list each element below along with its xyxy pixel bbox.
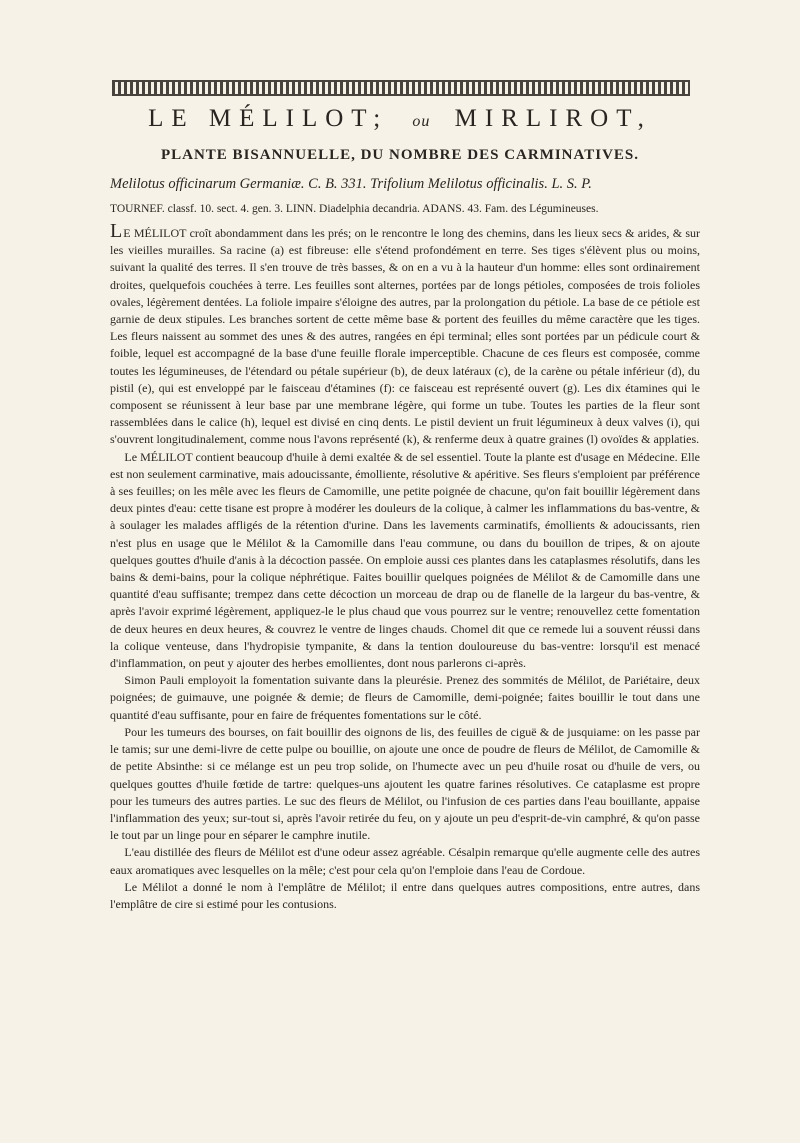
paragraph-1-text: E MÉLILOT croît abondamment dans les prés; on le rencontre le long des chemins, dans les lieux secs & arides, & sur les vieilles murailles. Sa racine (a) est fibreuse: elle s'étend profondément en terre. Ses tiges s'élèvent plus ou moins, suivant la qualité des terres. Il s'en trouve de très basses, & on en a vu à la hauteur d'un homme: elles sont ordinairement droites, quelquefois couchées à terre. Les feuilles sont alternes, portées par de longs pétioles, composées de trois folioles ovales, légèrement dentées. La foliole impaire s'éloigne des autres, par la prolongation du pétiole. La base de ce pétiole est garnie de deux stipules. Les branches sortent de cette même base & portent des feuilles du même caractère que les tiges. Les fleurs naissent au sommet des unes & des autres, rangées en épi terminal; elles sont portées par un pédicule court & foible, lequel est accompagné de la base d'une feuille florale imperceptible. Chacune de ces fleurs est composée, comme toutes les légumineuses, de l'étendard ou pétale supérieur (b), de deux latéraux (c), de la carène ou pétale inférieur (d), du pistil (e), qui est enveloppé par le faisceau d'étamines (f): ce faisceau est représenté ouvert (g). Les dix étamines qui le composent se réunissent à leur base par une membrane légère, qui forme un tube. Toutes les parties de la fleur sont rassemblées dans le calice (h), lequel est divisé en cinq dents. Le pistil devient un fruit légumineux à deux valves (i), qui s'ouvrent longitudinalement, comme nous l'avons représenté (k), & renferme deux à quatre graines (l) ovoïdes & applaties. — [110, 226, 700, 447]
title-alt: MIRLIROT, — [454, 105, 652, 132]
paragraph-6: Le Mélilot a donné le nom à l'emplâtre de Mélilot; il entre dans quelques autres compositions, entre autres, dans l'emplâtre de cire si estimé pour les contusions. — [110, 879, 700, 911]
synonyms: Melilotus officinarum Germaniæ. C. B. 331. Trifolium Melilotus officinalis. L. S. P. — [110, 176, 592, 192]
subtitle: PLANTE BISANNUELLE, DU NOMBRE DES CARMINATIVES. — [160, 147, 640, 163]
decorative-border — [112, 80, 690, 96]
paragraph-5: L'eau distillée des fleurs de Mélilot est d'une odeur assez agréable. Césalpin remarque qu'elle augmente celle des autres eaux aromatiques avec lesquelles on la mêle; c'est pour cela qu'on l'emploie dans l'eau de Cordoue. — [110, 845, 700, 877]
drop-cap: L — [110, 220, 123, 242]
paragraph-3: Simon Pauli employoit la fomentation suivante dans la pleurésie. Prenez des sommités de Mélilot, de Pariétaire, deux poignées; de guimauve, une poignée & demie; de fleurs de Camomille, demi-poignée; faites bouillir le tout dans une quantité d'eau suffisante, pour en faire de fréquentes fomentations sur le côté. — [110, 673, 700, 722]
paragraph-1 — [110, 220, 700, 449]
body-text — [110, 220, 700, 913]
classification: TOURNEF. classf. 10. sect. 4. gen. 3. LINN. Diadelphia decandria. ADANS. 43. Fam. des Légumineuses. — [110, 203, 599, 215]
page-title — [0, 105, 800, 133]
title-main: LE MÉLILOT; — [148, 105, 389, 132]
title-ou: ou — [412, 113, 431, 130]
paragraph-2: Le MÉLILOT contient beaucoup d'huile à demi exaltée & de sel essentiel. Toute la plante est d'usage en Médecine. Elle est non seulement carminative, mais adoucissante, émolliente, résolutive & apéritive. Ses fleurs s'emploient par préférence à ses feuilles; on les mêle avec les fleurs de Camomille, une petite poignée de chacune, qu'on fait bouillir légèrement dans deux pintes d'eau: cette tisane est propre à modérer les douleurs de la colique, à calmer les inflammations du bas-ventre, & à soulager les malades affligés de la rétention d'urine. Dans les lavements carminatifs, émollients & adoucissants, rien n'est plus en usage que le Mélilot & la Camomille dans l'eau commune, ou dans du bouillon de tripes, & on ajoute quelques gouttes d'huile d'anis à la décoction passée. On emploie aussi ces plantes dans les cataplasmes résolutifs, dans les bains & demi-bains, pour la colique néphrétique. Faites bouillir quelques poignées de Mélilot & de Camomille dans une quantité d'eau suffisante; trempez dans cette décoction un morceau de drap ou de flanelle de la largeur du bas-ventre, & après l'avoir exprimé légèrement, appliquez-le le plus chaud que vous pourrez sur le ventre; renouvellez cette fomentation de deux heures en deux heures, & couvrez le ventre de linges chauds. Chomel dit que ce remede lui a souvent réussi dans la colique venteuse, dans l'hydropisie tympanite, & dans la tention douloureuse du bas-ventre: lorsqu'il est menacé d'inflammation, on peut y ajouter des herbes emollientes, dont nous parlerons ci-après. — [110, 449, 700, 671]
paragraph-4: Pour les tumeurs des bourses, on fait bouillir des oignons de lis, des feuilles de ciguë & de jusquiame: on les passe par le tamis; sur une demi-livre de cette pulpe ou bouillie, on ajoute une once de poudre de fleurs de Mélilot, de Camomille & de petite Absinthe: si ce mélange est un peu trop solide, on l'humecte avec un peu d'huile rosat ou d'huile de vers, ou quelques gouttes d'huile fœtide de tartre: quelques-uns ajoutent les quatre farines résolutives. Ce cataplasme est propre pour les tumeurs des autres parties. Le suc des fleurs de Mélilot, ou l'infusion de ces parties dans l'eau bouillante, appaise l'inflammation des yeux; sur-tout si, après l'avoir retirée du feu, on y ajoute un peu d'esprit-de-vin camphré, & qu'on passe le tout par un linge pour en séparer le camphre inutile. — [110, 724, 700, 843]
